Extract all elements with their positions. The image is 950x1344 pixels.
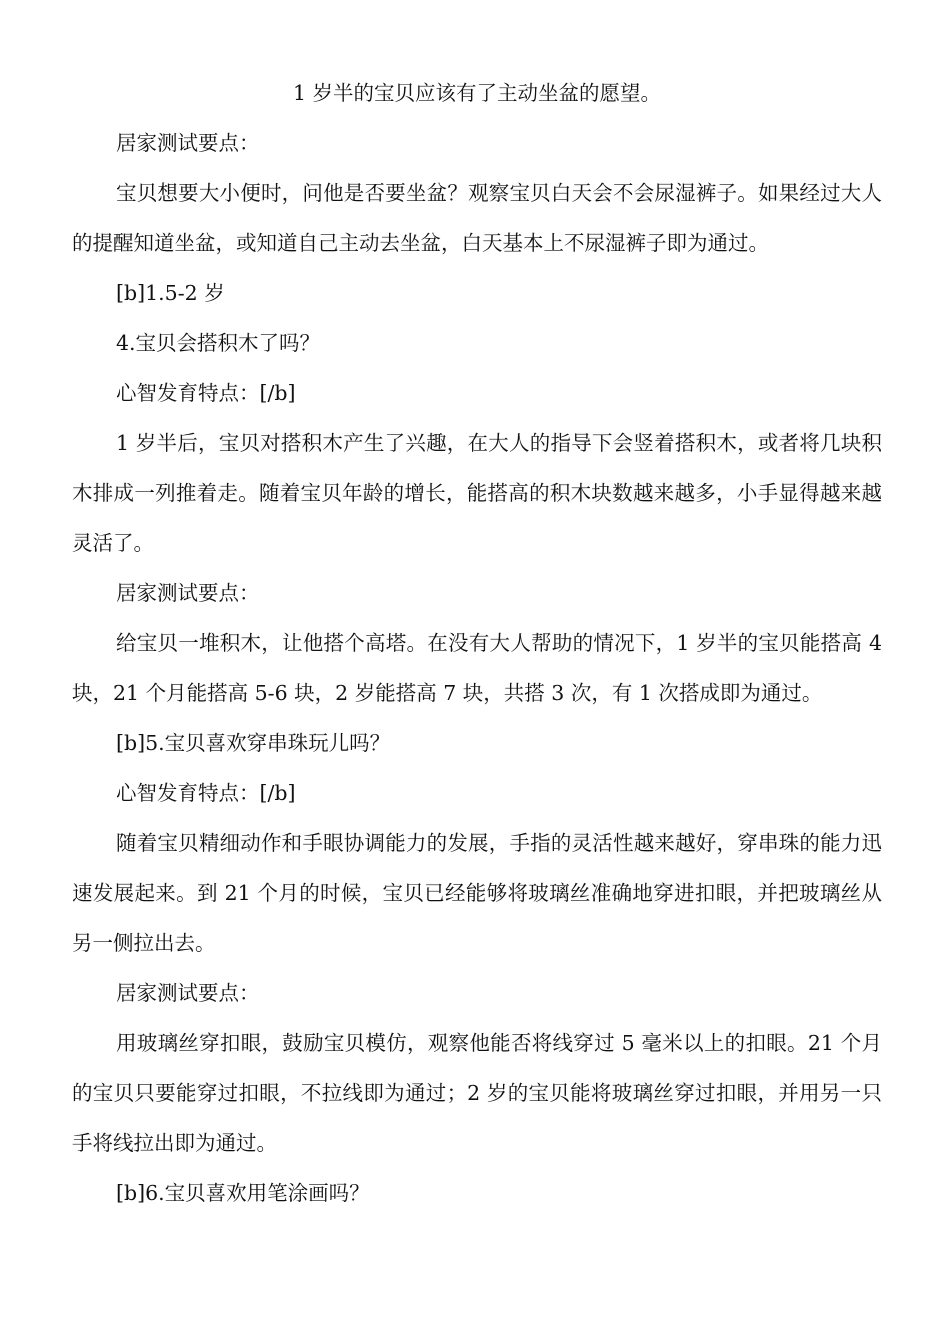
paragraph-blocks-description: 1 岁半后，宝贝对搭积木产生了兴趣，在大人的指导下会竖着搭积木，或者将几块积木排成一列推着走。随着宝贝年龄的增长，能搭高的积木块数越来越多，小手显得越来越灵活了。 bbox=[72, 431, 882, 555]
paragraph-question-drawing: [b]6.宝贝喜欢用笔涂画吗？ bbox=[116, 1181, 370, 1205]
paragraph-development-heading: 心智发育特点：[/b] bbox=[116, 381, 296, 405]
paragraph-blocks-test: 给宝贝一堆积木，让他搭个高塔。在没有大人帮助的情况下，1 岁半的宝贝能搭高 4 块，21 个月能搭高 5-6 块，2 岁能搭高 7 块，共搭 3 次，有 1 次搭成即为通过。 bbox=[72, 631, 882, 705]
paragraph-potty-test: 宝贝想要大小便时，问他是否要坐盆？观察宝贝白天会不会尿湿裤子。如果经过大人的提醒知道坐盆，或知道自己主动去坐盆，白天基本上不尿湿裤子即为通过。 bbox=[72, 181, 882, 255]
paragraph-intro: 1 岁半的宝贝应该有了主动坐盆的愿望。 bbox=[292, 81, 662, 105]
paragraph-test-points-heading: 居家测试要点： bbox=[116, 981, 260, 1005]
paragraph-question-blocks: 4.宝贝会搭积木了吗？ bbox=[116, 331, 321, 355]
paragraph-age-range: [b]1.5-2 岁 bbox=[116, 281, 225, 305]
paragraph-test-points-heading: 居家测试要点： bbox=[116, 581, 260, 605]
paragraph-beads-description: 随着宝贝精细动作和手眼协调能力的发展，手指的灵活性越来越好，穿串珠的能力迅速发展起来。到 21 个月的时候，宝贝已经能够将玻璃丝准确地穿进扣眼，并把玻璃丝从另一侧拉出去。 bbox=[72, 831, 882, 955]
paragraph-beads-test: 用玻璃丝穿扣眼，鼓励宝贝模仿，观察他能否将线穿过 5 毫米以上的扣眼。21 个月的宝贝只要能穿过扣眼，不拉线即为通过；2 岁的宝贝能将玻璃丝穿过扣眼，并用另一只手将线拉出即为通过。 bbox=[72, 1031, 882, 1155]
document-body bbox=[72, 68, 882, 1218]
paragraph-question-beads: [b]5.宝贝喜欢穿串珠玩儿吗？ bbox=[116, 731, 391, 755]
paragraph-development-heading: 心智发育特点：[/b] bbox=[116, 781, 296, 805]
paragraph-test-points-heading: 居家测试要点： bbox=[116, 131, 260, 155]
